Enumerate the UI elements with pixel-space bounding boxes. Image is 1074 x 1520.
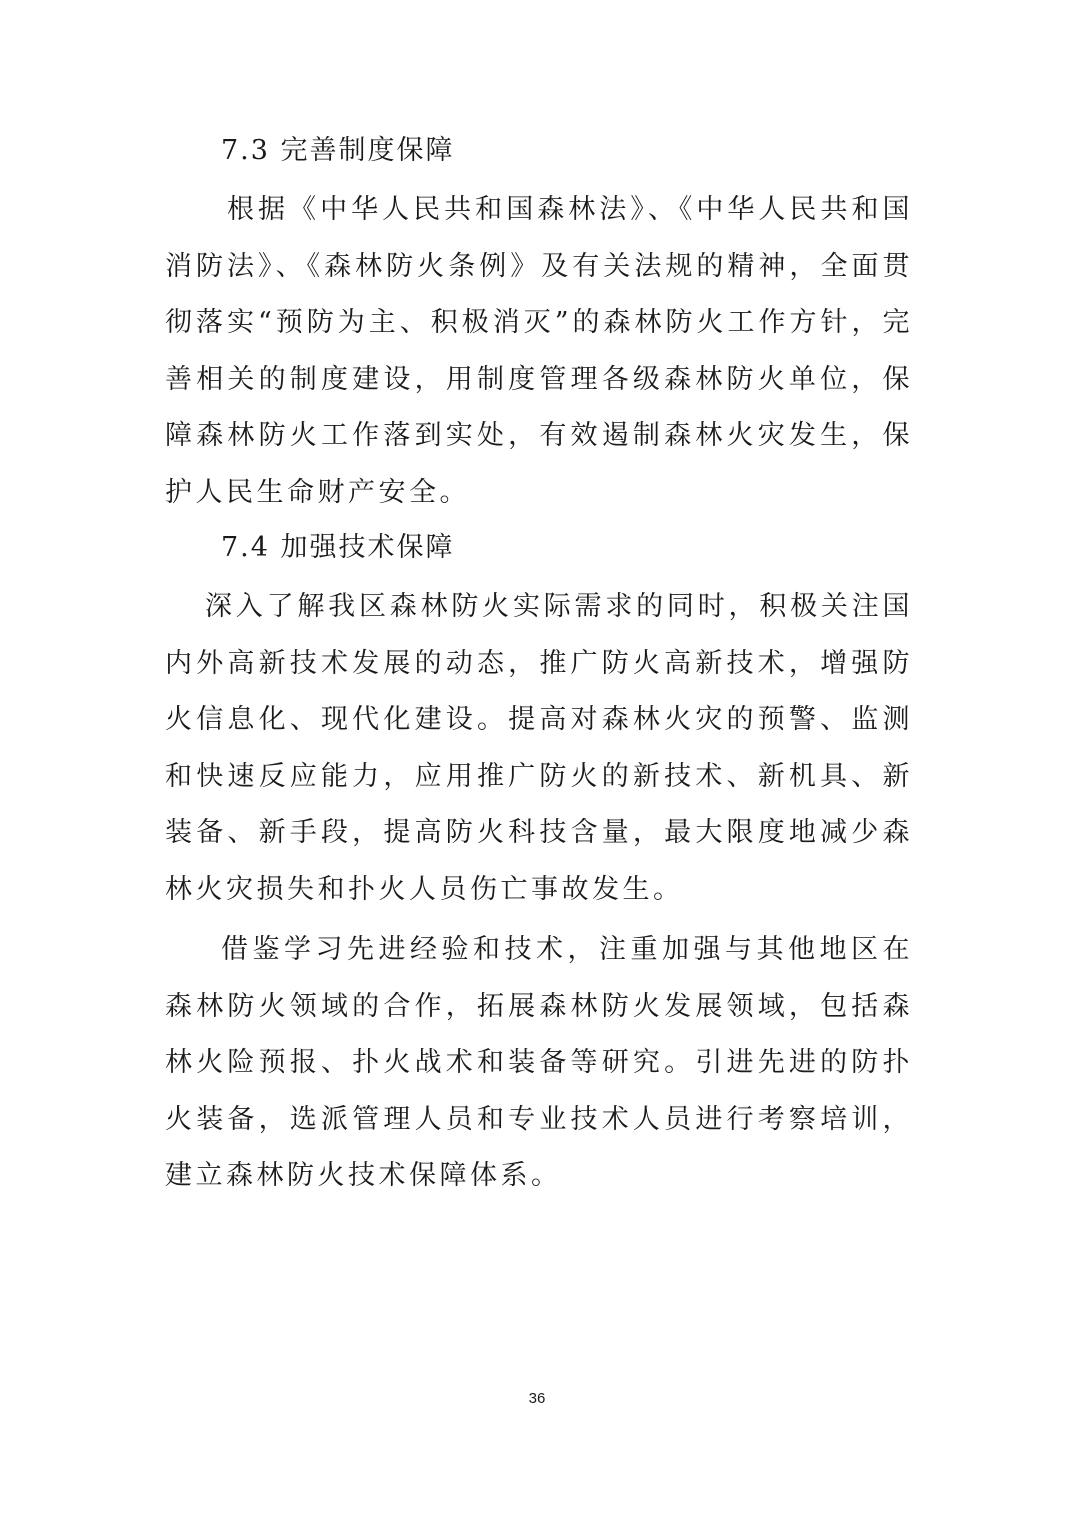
section-heading-7-3: 7.3 完善制度保障 — [221, 135, 455, 166]
paragraph-technology-demand: 深入了解我区森林防火实际需求的同时，积极关注国内外高新技术发展的动态，推广防火高新技术，增强防火信息化、现代化建设。提高对森林火灾的预警、监测和快速反应能力，应用推广防火的新技术、新机具、新装备、新手段，提高防火科技含量，最大限度地减少森林火灾损失和扑火人员伤亡事故发生。 — [165, 591, 913, 905]
section-heading-7-4: 7.4 加强技术保障 — [221, 532, 455, 563]
paragraph-institutional-guarantee: 根据《中华人民共和国森林法》、《中华人民共和国消防法》、《森林防火条例》及有关法规的精神，全面贯彻落实“预防为主、积极消灭”的森林防火工作方针，完善相关的制度建设，用制度管理各级森林防火单位，保障森林防火工作落到实处，有效遏制森林火灾发生，保护人民生命财产安全。 — [165, 194, 913, 508]
page-body — [165, 124, 913, 1205]
paragraph-technology-cooperation: 借鉴学习先进经验和技术，注重加强与其他地区在森林防火领域的合作，拓展森林防火发展领域，包括森林火险预报、扑火战术和装备等研究。引进先进的防扑火装备，选派管理人员和专业技术人员进行考察培训，建立森林防火技术保障体系。 — [165, 934, 913, 1191]
page-number: 36 — [528, 1390, 546, 1407]
